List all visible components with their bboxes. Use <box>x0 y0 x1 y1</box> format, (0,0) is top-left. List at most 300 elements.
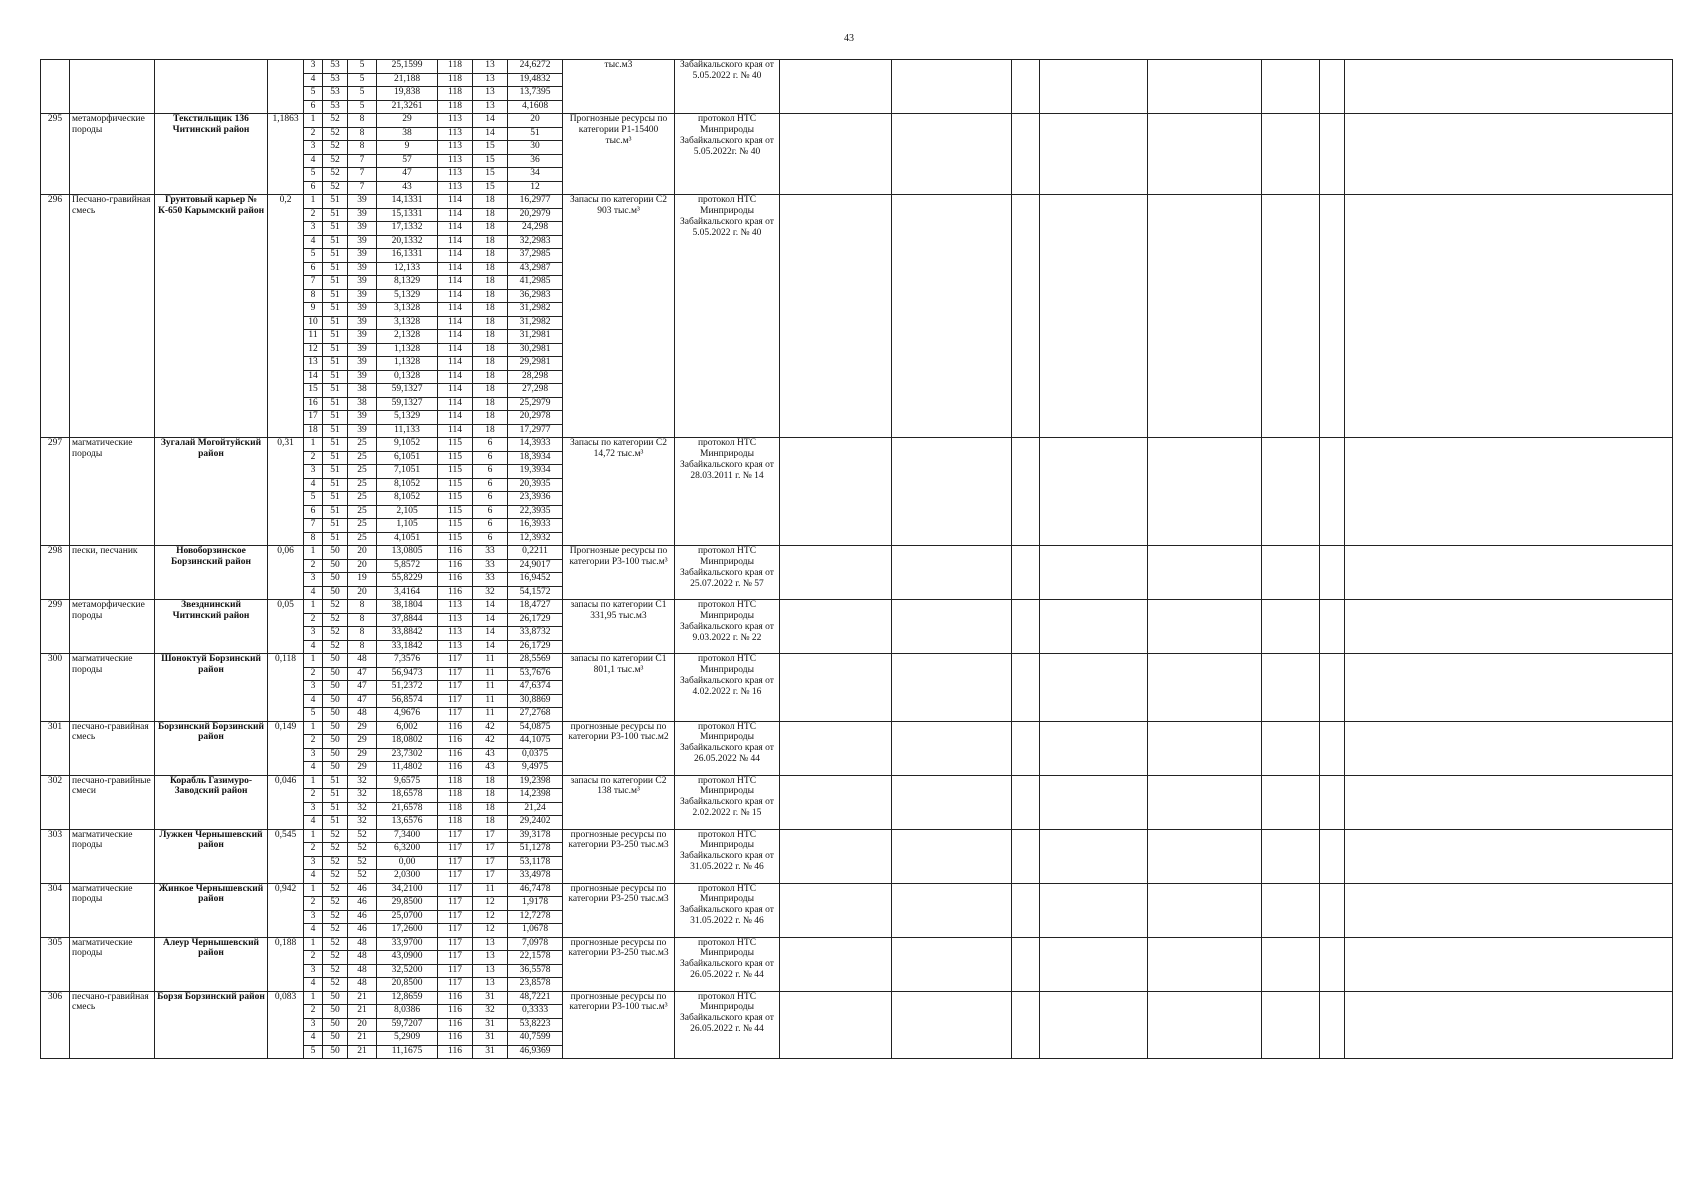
empty-cell <box>1012 60 1040 114</box>
lat-sec: 37,8844 <box>377 613 438 627</box>
lon-min: 33 <box>473 546 508 560</box>
lon-sec: 25,2979 <box>508 397 563 411</box>
lon-deg: 115 <box>438 465 473 479</box>
lat-sec: 33,8842 <box>377 627 438 641</box>
lat-min: 39 <box>348 330 377 344</box>
empty-cell <box>892 721 1012 775</box>
empty-cell <box>1040 546 1148 600</box>
lat-sec: 8,1329 <box>377 276 438 290</box>
lat-sec: 0,1328 <box>377 370 438 384</box>
lat-sec: 7,3400 <box>377 829 438 843</box>
lon-sec: 19,3934 <box>508 465 563 479</box>
lon-deg: 116 <box>438 1005 473 1019</box>
point-number: 1 <box>304 937 323 951</box>
lon-min: 18 <box>473 262 508 276</box>
empty-cell <box>780 600 892 654</box>
lat-deg: 51 <box>323 235 348 249</box>
lat-deg: 52 <box>323 870 348 884</box>
table-row <box>41 775 1673 789</box>
empty-cell <box>1262 438 1320 546</box>
empty-cell <box>1148 829 1262 883</box>
point-number: 8 <box>304 289 323 303</box>
point-number: 1 <box>304 775 323 789</box>
material-type: пески, песчаник <box>70 546 155 600</box>
lon-sec: 30,8869 <box>508 694 563 708</box>
lon-min: 13 <box>473 73 508 87</box>
site-area: 0,046 <box>268 775 304 829</box>
resources-estimate: запасы по категории C1 801,1 тыс.м³ <box>563 654 675 722</box>
lat-min: 38 <box>348 384 377 398</box>
lon-min: 15 <box>473 181 508 195</box>
lon-sec: 39,3178 <box>508 829 563 843</box>
lon-min: 11 <box>473 708 508 722</box>
lon-min: 18 <box>473 775 508 789</box>
lat-deg: 50 <box>323 1032 348 1046</box>
lon-sec: 53,7676 <box>508 667 563 681</box>
lat-deg: 51 <box>323 249 348 263</box>
empty-cell <box>1345 654 1673 722</box>
lat-sec: 1,105 <box>377 519 438 533</box>
lat-min: 25 <box>348 532 377 546</box>
lat-min: 7 <box>348 154 377 168</box>
lat-min: 25 <box>348 451 377 465</box>
entry-number: 306 <box>41 991 70 1059</box>
approval-protocol: протокол НТС Минприроды Забайкальского края от 31.05.2022 г. № 46 <box>675 829 780 883</box>
lon-deg: 117 <box>438 667 473 681</box>
resources-estimate: запасы по категории C1 331,95 тыс.м3 <box>563 600 675 654</box>
site-name: Борзя Борзинский район <box>155 991 268 1059</box>
lat-deg: 52 <box>323 897 348 911</box>
lon-deg: 114 <box>438 330 473 344</box>
lon-deg: 117 <box>438 883 473 897</box>
resources-estimate: прогнозные ресурсы по категории P3-100 тыс.м³ <box>563 991 675 1059</box>
lat-deg: 51 <box>323 505 348 519</box>
empty-cell <box>1345 829 1673 883</box>
entry-number: 300 <box>41 654 70 722</box>
lat-deg: 52 <box>323 640 348 654</box>
empty-cell <box>1320 937 1345 991</box>
lat-sec: 21,6578 <box>377 802 438 816</box>
point-number: 2 <box>304 451 323 465</box>
material-type: Песчано-гравийная смесь <box>70 195 155 438</box>
registry-table <box>40 59 1673 1059</box>
empty-cell <box>1320 883 1345 937</box>
empty-cell <box>1040 775 1148 829</box>
lat-min: 5 <box>348 87 377 101</box>
point-number: 1 <box>304 546 323 560</box>
lon-min: 17 <box>473 829 508 843</box>
lon-sec: 41,2985 <box>508 276 563 290</box>
empty-cell <box>1262 60 1320 114</box>
lon-deg: 115 <box>438 532 473 546</box>
lon-min: 13 <box>473 100 508 114</box>
lat-sec: 2,1328 <box>377 330 438 344</box>
lon-deg: 116 <box>438 1045 473 1059</box>
lon-deg: 114 <box>438 222 473 236</box>
point-number: 12 <box>304 343 323 357</box>
site-area: 0,942 <box>268 883 304 937</box>
lat-deg: 52 <box>323 600 348 614</box>
lon-sec: 20,2979 <box>508 208 563 222</box>
lon-deg: 115 <box>438 519 473 533</box>
lat-deg: 52 <box>323 937 348 951</box>
lon-min: 31 <box>473 991 508 1005</box>
lat-sec: 8,0386 <box>377 1005 438 1019</box>
lat-deg: 51 <box>323 478 348 492</box>
empty-cell <box>1262 937 1320 991</box>
lon-sec: 54,0875 <box>508 721 563 735</box>
lat-deg: 52 <box>323 951 348 965</box>
empty-cell <box>1148 937 1262 991</box>
lat-deg: 50 <box>323 1018 348 1032</box>
table-row <box>41 654 1673 668</box>
site-name: Зугалай Могойтуйский район <box>155 438 268 546</box>
site-name: Борзинский Борзинский район <box>155 721 268 775</box>
approval-protocol: протокол НТС Минприроды Забайкальского края от 5.05.2022г. № 40 <box>675 114 780 195</box>
lon-min: 11 <box>473 654 508 668</box>
lon-sec: 16,2977 <box>508 195 563 209</box>
lon-deg: 117 <box>438 910 473 924</box>
point-number: 3 <box>304 910 323 924</box>
empty-cell <box>1345 600 1673 654</box>
lon-sec: 22,3935 <box>508 505 563 519</box>
lat-sec: 8,1052 <box>377 478 438 492</box>
lat-min: 25 <box>348 519 377 533</box>
lon-deg: 114 <box>438 424 473 438</box>
lat-min: 20 <box>348 1018 377 1032</box>
lon-sec: 26,1729 <box>508 640 563 654</box>
approval-protocol: Забайкальского края от 5.05.2022 г. № 40 <box>675 60 780 114</box>
lon-min: 17 <box>473 856 508 870</box>
table-row <box>41 114 1673 128</box>
material-type: магматические породы <box>70 829 155 883</box>
lat-sec: 29 <box>377 114 438 128</box>
site-area: 1,1863 <box>268 114 304 195</box>
lat-min: 8 <box>348 141 377 155</box>
point-number: 1 <box>304 654 323 668</box>
lat-deg: 50 <box>323 573 348 587</box>
point-number: 4 <box>304 1032 323 1046</box>
lat-sec: 33,1842 <box>377 640 438 654</box>
table-row <box>41 937 1673 951</box>
entry-number: 299 <box>41 600 70 654</box>
point-number: 3 <box>304 60 323 74</box>
lon-sec: 27,2768 <box>508 708 563 722</box>
lon-deg: 113 <box>438 114 473 128</box>
lat-sec: 5,1329 <box>377 411 438 425</box>
lat-deg: 51 <box>323 343 348 357</box>
lon-sec: 36,5578 <box>508 964 563 978</box>
lon-deg: 117 <box>438 978 473 992</box>
approval-protocol: протокол НТС Минприроды Забайкальского края от 26.05.2022 № 44 <box>675 721 780 775</box>
lat-sec: 33,9700 <box>377 937 438 951</box>
lon-deg: 116 <box>438 546 473 560</box>
lat-min: 47 <box>348 681 377 695</box>
empty-cell <box>1012 654 1040 722</box>
lat-sec: 2,0300 <box>377 870 438 884</box>
lon-sec: 27,298 <box>508 384 563 398</box>
lon-deg: 118 <box>438 789 473 803</box>
lat-deg: 51 <box>323 316 348 330</box>
empty-cell <box>780 721 892 775</box>
lat-deg: 50 <box>323 559 348 573</box>
lon-deg: 117 <box>438 964 473 978</box>
entry-number <box>41 60 70 114</box>
lat-sec: 57 <box>377 154 438 168</box>
lon-deg: 118 <box>438 87 473 101</box>
lat-sec: 8,1052 <box>377 492 438 506</box>
lat-deg: 52 <box>323 613 348 627</box>
lat-min: 39 <box>348 357 377 371</box>
empty-cell <box>1012 829 1040 883</box>
point-number: 2 <box>304 843 323 857</box>
empty-cell <box>1320 600 1345 654</box>
lat-min: 29 <box>348 721 377 735</box>
lon-min: 15 <box>473 141 508 155</box>
lon-deg: 113 <box>438 627 473 641</box>
lon-sec: 0,2211 <box>508 546 563 560</box>
lon-deg: 114 <box>438 276 473 290</box>
lon-deg: 113 <box>438 640 473 654</box>
lon-min: 13 <box>473 87 508 101</box>
point-number: 7 <box>304 276 323 290</box>
lat-deg: 51 <box>323 289 348 303</box>
lat-sec: 6,3200 <box>377 843 438 857</box>
point-number: 3 <box>304 627 323 641</box>
lat-deg: 52 <box>323 127 348 141</box>
lat-min: 48 <box>348 937 377 951</box>
lat-min: 46 <box>348 924 377 938</box>
lon-sec: 20,2978 <box>508 411 563 425</box>
entry-number: 304 <box>41 883 70 937</box>
lon-sec: 14,3933 <box>508 438 563 452</box>
lat-sec: 11,133 <box>377 424 438 438</box>
empty-cell <box>1345 721 1673 775</box>
lon-sec: 18,3934 <box>508 451 563 465</box>
lat-deg: 51 <box>323 424 348 438</box>
lon-min: 17 <box>473 870 508 884</box>
lon-min: 18 <box>473 316 508 330</box>
empty-cell <box>1320 60 1345 114</box>
lat-sec: 21,3261 <box>377 100 438 114</box>
empty-cell <box>1040 195 1148 438</box>
lon-deg: 117 <box>438 924 473 938</box>
lon-deg: 116 <box>438 735 473 749</box>
point-number: 2 <box>304 1005 323 1019</box>
lon-min: 12 <box>473 910 508 924</box>
lat-deg: 50 <box>323 681 348 695</box>
site-area: 0,05 <box>268 600 304 654</box>
lon-deg: 113 <box>438 613 473 627</box>
lon-deg: 116 <box>438 573 473 587</box>
empty-cell <box>1040 721 1148 775</box>
approval-protocol: протокол НТС Минприроды Забайкальского края от 31.05.2022 г. № 46 <box>675 883 780 937</box>
lat-deg: 52 <box>323 154 348 168</box>
lat-deg: 51 <box>323 492 348 506</box>
material-type: песчано-гравийная смесь <box>70 721 155 775</box>
lat-deg: 50 <box>323 667 348 681</box>
lat-sec: 47 <box>377 168 438 182</box>
empty-cell <box>1345 883 1673 937</box>
empty-cell <box>1012 438 1040 546</box>
lon-min: 6 <box>473 505 508 519</box>
lon-min: 43 <box>473 748 508 762</box>
lat-min: 20 <box>348 559 377 573</box>
material-type: метаморфические породы <box>70 600 155 654</box>
site-area: 0,188 <box>268 937 304 991</box>
lat-deg: 52 <box>323 843 348 857</box>
lat-deg: 50 <box>323 694 348 708</box>
lat-deg: 51 <box>323 775 348 789</box>
lat-min: 21 <box>348 1032 377 1046</box>
lat-min: 20 <box>348 546 377 560</box>
lon-sec: 26,1729 <box>508 613 563 627</box>
lat-sec: 7,3576 <box>377 654 438 668</box>
lat-deg: 50 <box>323 586 348 600</box>
lat-min: 5 <box>348 60 377 74</box>
lon-deg: 117 <box>438 708 473 722</box>
lat-min: 39 <box>348 289 377 303</box>
lat-sec: 25,1599 <box>377 60 438 74</box>
resources-estimate: прогнозные ресурсы по категории P3-250 тыс.м3 <box>563 937 675 991</box>
empty-cell <box>780 438 892 546</box>
empty-cell <box>1040 937 1148 991</box>
lat-sec: 7,1051 <box>377 465 438 479</box>
point-number: 1 <box>304 600 323 614</box>
lat-sec: 15,1331 <box>377 208 438 222</box>
lat-min: 39 <box>348 222 377 236</box>
lat-sec: 20,1332 <box>377 235 438 249</box>
lat-sec: 0,00 <box>377 856 438 870</box>
lat-sec: 2,105 <box>377 505 438 519</box>
lon-sec: 16,9452 <box>508 573 563 587</box>
point-number: 4 <box>304 978 323 992</box>
empty-cell <box>1012 937 1040 991</box>
lat-min: 8 <box>348 114 377 128</box>
empty-cell <box>1012 546 1040 600</box>
point-number: 3 <box>304 141 323 155</box>
point-number: 13 <box>304 357 323 371</box>
lon-sec: 37,2985 <box>508 249 563 263</box>
lon-deg: 117 <box>438 694 473 708</box>
lon-min: 6 <box>473 519 508 533</box>
table-row <box>41 438 1673 452</box>
lat-min: 32 <box>348 789 377 803</box>
approval-protocol: протокол НТС Минприроды Забайкальского края от 5.05.2022 г. № 40 <box>675 195 780 438</box>
point-number: 1 <box>304 438 323 452</box>
lat-sec: 29,8500 <box>377 897 438 911</box>
empty-cell <box>1148 60 1262 114</box>
lon-min: 11 <box>473 883 508 897</box>
lat-deg: 52 <box>323 141 348 155</box>
site-area: 0,2 <box>268 195 304 438</box>
lat-sec: 55,8229 <box>377 573 438 587</box>
resources-estimate: прогнозные ресурсы по категории P3-250 тыс.м3 <box>563 883 675 937</box>
lon-deg: 114 <box>438 343 473 357</box>
lat-deg: 50 <box>323 748 348 762</box>
lon-sec: 43,2987 <box>508 262 563 276</box>
lon-sec: 33,4978 <box>508 870 563 884</box>
lat-min: 39 <box>348 195 377 209</box>
point-number: 8 <box>304 532 323 546</box>
lon-min: 18 <box>473 397 508 411</box>
material-type: магматические породы <box>70 438 155 546</box>
table-row <box>41 829 1673 843</box>
lat-deg: 51 <box>323 532 348 546</box>
lon-deg: 118 <box>438 73 473 87</box>
lon-deg: 116 <box>438 991 473 1005</box>
lon-min: 18 <box>473 357 508 371</box>
lon-sec: 28,298 <box>508 370 563 384</box>
point-number: 18 <box>304 424 323 438</box>
point-number: 2 <box>304 208 323 222</box>
lat-deg: 51 <box>323 303 348 317</box>
lat-deg: 51 <box>323 438 348 452</box>
lat-min: 21 <box>348 1045 377 1059</box>
entry-number: 298 <box>41 546 70 600</box>
lat-sec: 25,0700 <box>377 910 438 924</box>
empty-cell <box>780 937 892 991</box>
entry-number: 296 <box>41 195 70 438</box>
empty-cell <box>1040 883 1148 937</box>
lat-sec: 5,8572 <box>377 559 438 573</box>
lon-min: 12 <box>473 924 508 938</box>
resources-estimate: прогнозные ресурсы по категории P3-250 тыс.м3 <box>563 829 675 883</box>
lon-min: 13 <box>473 60 508 74</box>
lon-sec: 23,3936 <box>508 492 563 506</box>
table-row <box>41 721 1673 735</box>
point-number: 5 <box>304 168 323 182</box>
lat-min: 8 <box>348 127 377 141</box>
lat-min: 29 <box>348 735 377 749</box>
lat-min: 8 <box>348 640 377 654</box>
point-number: 3 <box>304 964 323 978</box>
table-row <box>41 60 1673 74</box>
empty-cell <box>1262 600 1320 654</box>
lon-min: 11 <box>473 667 508 681</box>
empty-cell <box>892 829 1012 883</box>
lat-sec: 12,8659 <box>377 991 438 1005</box>
lon-min: 43 <box>473 762 508 776</box>
lon-sec: 40,7599 <box>508 1032 563 1046</box>
point-number: 4 <box>304 694 323 708</box>
empty-cell <box>780 114 892 195</box>
registry-body <box>41 60 1673 1059</box>
point-number: 2 <box>304 735 323 749</box>
lon-sec: 53,8223 <box>508 1018 563 1032</box>
lon-deg: 115 <box>438 478 473 492</box>
lat-sec: 59,1327 <box>377 397 438 411</box>
point-number: 4 <box>304 640 323 654</box>
site-name: Текстильщик 136 Читинский район <box>155 114 268 195</box>
lon-deg: 114 <box>438 235 473 249</box>
lat-min: 8 <box>348 627 377 641</box>
lat-min: 7 <box>348 168 377 182</box>
empty-cell <box>1345 937 1673 991</box>
lon-min: 31 <box>473 1045 508 1059</box>
lon-sec: 21,24 <box>508 802 563 816</box>
lon-min: 18 <box>473 195 508 209</box>
lon-sec: 46,7478 <box>508 883 563 897</box>
entry-number: 303 <box>41 829 70 883</box>
point-number: 1 <box>304 829 323 843</box>
lat-min: 48 <box>348 951 377 965</box>
lat-sec: 19,838 <box>377 87 438 101</box>
empty-cell <box>1040 829 1148 883</box>
lat-sec: 5,1329 <box>377 289 438 303</box>
lat-min: 25 <box>348 492 377 506</box>
lat-min: 25 <box>348 478 377 492</box>
